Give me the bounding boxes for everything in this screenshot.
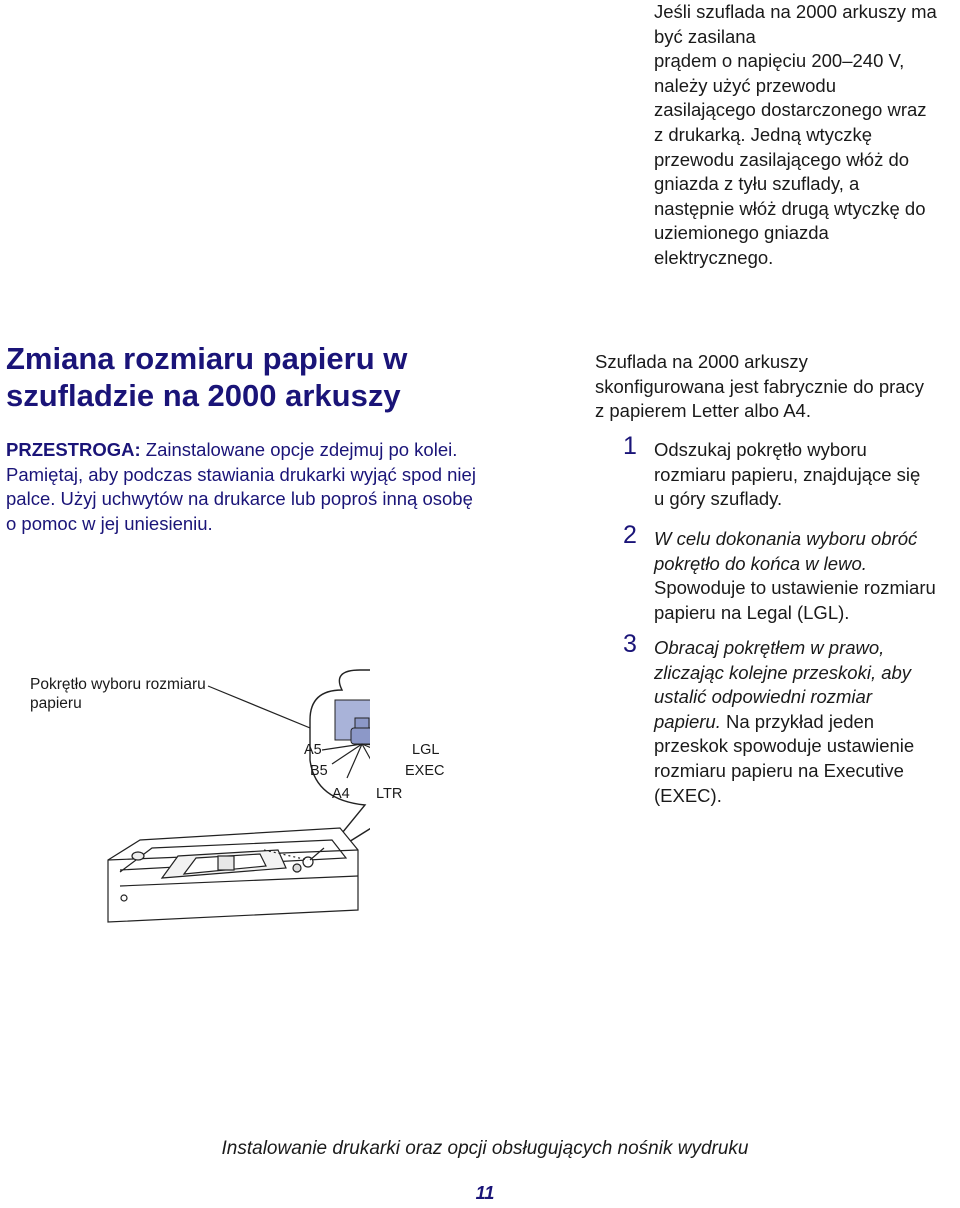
dial-label-b5: B5 xyxy=(310,763,328,779)
tray-config-paragraph xyxy=(595,350,960,424)
heading-line: szufladzie na 2000 arkuszy xyxy=(6,378,401,413)
intro-line: elektrycznego. xyxy=(654,246,774,268)
step-line: Spowoduje to ustawienie rozmiaru xyxy=(654,577,936,599)
intro-line: Jeśli szuflada na 2000 arkuszy ma xyxy=(654,1,937,22)
intro-line: prądem o napięciu 200–240 V, xyxy=(654,50,905,72)
intro-line: uziemionego gniazda xyxy=(654,222,829,244)
step-line-italic: zliczając kolejne przeskoki, aby xyxy=(654,661,912,683)
step-line-italic: pokrętło do końca w lewo. xyxy=(654,552,867,574)
callout-line: Pokrętło wyboru rozmiaru xyxy=(30,676,206,693)
dial-label-lgl: LGL xyxy=(412,742,440,758)
caution-line: Pamiętaj, aby podczas stawiania drukarki wyjąć spod niej xyxy=(6,463,476,485)
intro-line: następnie włóż drugą wtyczkę do xyxy=(654,197,926,219)
caution-line: o pomoc w jej uniesieniu. xyxy=(6,512,213,534)
intro-line: przewodu zasilającego włóż do xyxy=(654,148,910,170)
section-heading xyxy=(6,340,566,414)
dial-label-a5: A5 xyxy=(304,742,322,758)
caution-text: Zainstalowane opcje zdejmuj po kolei. xyxy=(140,439,458,460)
step-line: papieru na Legal (LGL). xyxy=(654,601,850,623)
callout-line: papieru xyxy=(30,695,82,712)
intro-line: z drukarką. Jedną wtyczkę xyxy=(654,123,872,145)
paragraph-line: z papierem Letter albo A4. xyxy=(595,400,811,422)
caution-line xyxy=(6,438,566,463)
step-line-italic: ustalić odpowiedni rozmiar xyxy=(654,686,872,708)
intro-line: gniazda z tyłu szuflady, a xyxy=(654,173,860,195)
dial-label-ltr: LTR xyxy=(376,786,403,802)
step-line-mixed: papieru. Na przykład jeden xyxy=(654,710,875,732)
step-line: rozmiaru papieru, znajdujące się xyxy=(654,463,921,485)
page-number: 11 xyxy=(475,1183,495,1203)
step-number: 1 xyxy=(623,432,637,460)
step-line: rozmiaru papieru na Executive xyxy=(654,759,904,781)
paper-tray-body xyxy=(108,828,358,922)
dial-label-a4: A4 xyxy=(332,786,350,802)
caution-line: palce. Użyj uchwytów na drukarce lub poproś inną osobę xyxy=(6,488,473,509)
paper-tray-illustration xyxy=(100,660,370,940)
footer-title: Instalowanie drukarki oraz opcji obsługujących nośnik wydruku xyxy=(221,1138,749,1159)
heading-line: Zmiana rozmiaru papieru w xyxy=(6,341,408,376)
dial-label-exec: EXEC xyxy=(405,763,445,779)
step-line: u góry szuflady. xyxy=(654,488,783,510)
caution-note xyxy=(6,438,566,536)
step-number: 3 xyxy=(623,630,637,658)
step-line: Odszukaj pokrętło wyboru xyxy=(654,439,867,460)
intro-line: należy użyć przewodu xyxy=(654,74,837,96)
paragraph-line: skonfigurowana jest fabrycznie do pracy xyxy=(595,375,925,397)
step-line-italic: Obracaj pokrętłem w prawo, xyxy=(654,637,885,658)
intro-line: być zasilana xyxy=(654,25,756,47)
dial-knob xyxy=(351,728,370,744)
intro-line: zasilającego dostarczonego wraz xyxy=(654,99,927,121)
step-number: 2 xyxy=(623,521,637,549)
paragraph-line: Szuflada na 2000 arkuszy xyxy=(595,351,808,372)
step-line-italic: W celu dokonania wyboru obróć xyxy=(654,528,918,549)
step-line: (EXEC). xyxy=(654,784,722,806)
intro-paragraph xyxy=(654,0,954,271)
caution-label: PRZESTROGA: xyxy=(6,439,141,460)
step-line: przeskok spowoduje ustawienie xyxy=(654,735,915,757)
